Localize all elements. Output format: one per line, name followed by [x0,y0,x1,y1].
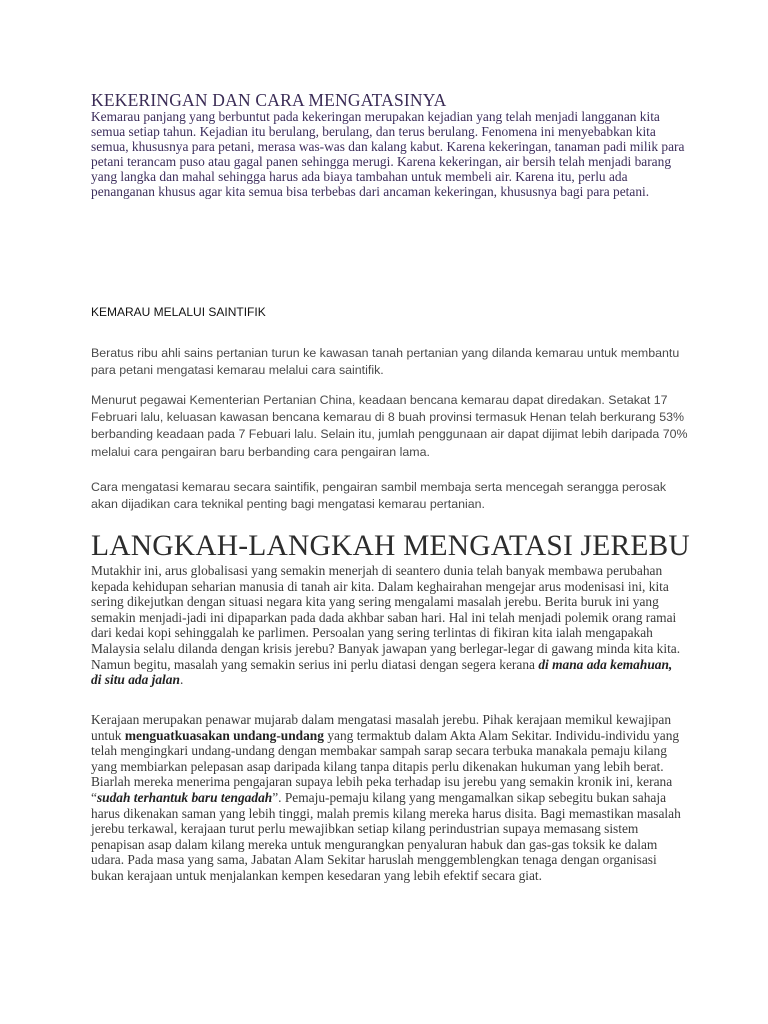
paragraph-jerebu-2 [91,712,683,884]
paragraph-jerebu-1-text: Mutakhir ini, arus globalisasi yang semakin menerjah di seantero dunia telah banyak membawa perubahan kepada kehidupan seharian manusia di tanah air kita. Dalam keghairahan mengejar arus modenisasi ini, kita sering dikejutkan dengan situasi negara kita yang sering mengalami masalah jerebu. Berita buruk ini yang semakin menjadi-jadi ini dipaparkan pada dada akhbar saban hari. Hal ini telah menjadi polemik orang ramai dari kedai kopi sehinggalah ke parlimen. Persoalan yang sering terlintas di fikiran kita ialah mengapakah Malaysia selalu dilanda dengan krisis jerebu? Banyak jawapan yang berlegar-legar di gawang minda kita kita. Namun begitu, masalah yang semakin serius ini perlu diatasi dengan segera kerana [91,563,681,672]
proverb-emphasis: di mana ada kemahuan, di situ ada jalan [91,656,673,688]
paragraph-jerebu-1 [91,563,683,688]
section-title-jerebu: LANGKAH-LANGKAH MENGATASI JEREBU [91,530,690,562]
section-title-kemarau-saintifik: KEMARAU MELALUI SAINTIFIK [91,305,266,319]
section-title-kekeringan: KEKERINGAN DAN CARA MENGATASINYA [91,90,447,110]
paragraph-kemarau-2: Menurut pegawai Kementerian Pertanian China, keadaan bencana kemarau dapat diredakan. Setakat 17 Februari lalu, keluasan kawasan bencana kemarau di 8 buah provinsi termasuk Henan telah berkurang 53% berbanding keadaan pada 7 Febuari lalu. Selain itu, jumlah penggunaan air dapat dijimat lebih daripada 70% melalui cara pengairan baru berbanding cara pengairan lama. [91,393,688,459]
paragraph-jerebu-2-b: yang termaktub dalam Akta Alam Sekitar. Individu-individu yang telah mengingkari undang-undang dengan membakar sampah sarap secara terbuka manakala pemaju kilang yang membiarkan pelepasan asap daripada kilang tanpa ditapis perlu dikenakan hukuman yang lebih berat. Biarlah mereka menerima pengajaran supaya lebih peka terhadap isu jerebu yang semakin kronik ini, kerana “ [91,727,680,805]
proverb-bold-italic: sudah terhantuk baru tengadah [96,789,273,805]
paragraph-jerebu-1-end: . [179,672,184,688]
paragraph-jerebu-2-a: Kerajaan merupakan penawar mujarab dalam mengatasi masalah jerebu. Pihak kerajaan memikul kewajipan untuk [91,712,672,743]
paragraph-kemarau-1: Beratus ribu ahli sains pertanian turun ke kawasan tanah pertanian yang dilanda kemarau untuk membantu para petani mengatasi kemarau melalui cara saintifik. [91,346,680,378]
keyword-bold: menguatkuasakan undang-undang [124,727,324,743]
paragraph-jerebu-2-c: ”. Pemaju-pemaju kilang yang mengamalkan sikap sebegitu bukan sahaja harus dikenakan saman yang lebih tinggi, malah premis kilang mereka harus disita. Bagi memastikan masalah jerebu terkawal, kerajaan turut perlu mewajibkan setiap kilang perindustrian supaya memasang sistem penapisan asap dalam kilang mereka untuk mengurangkan penyaluran habuk dan gas-gas toksik ke dalam udara. Pada masa yang sama, Jabatan Alam Sekitar haruslah menggemblengkan tenaga dengan organisasi bukan kerajaan untuk menjalankan kempen kesedaran yang lebih efektif secara giat. [91,789,681,883]
paragraph-kemarau-3: Cara mengatasi kemarau secara saintifik, pengairan sambil membaja serta mencegah serangga perosak akan dijadikan cara teknikal penting bagi mengatasi kemarau pertanian. [91,480,667,512]
section-body-kekeringan: Kemarau panjang yang berbuntut pada kekeringan merupakan kejadian yang telah menjadi langganan kita semua setiap tahun. Kejadian itu berulang, berulang, dan terus berulang. Fenomena ini menyebabkan kita semua, khususnya para petani, merasa was-was dan kalang kabut. Karena kekeringan, tanaman padi milik para petani terancam puso atau gagal panen sehingga merugi. Karena kekeringan, air bersih telah menjadi barang yang langka dan mahal sehingga harus ada biaya tambahan untuk membeli air. Karena itu, perlu ada penanganan khusus agar kita semua bisa terbebas dari ancaman kekeringan, khususnya bagi para petani. [91,109,685,200]
